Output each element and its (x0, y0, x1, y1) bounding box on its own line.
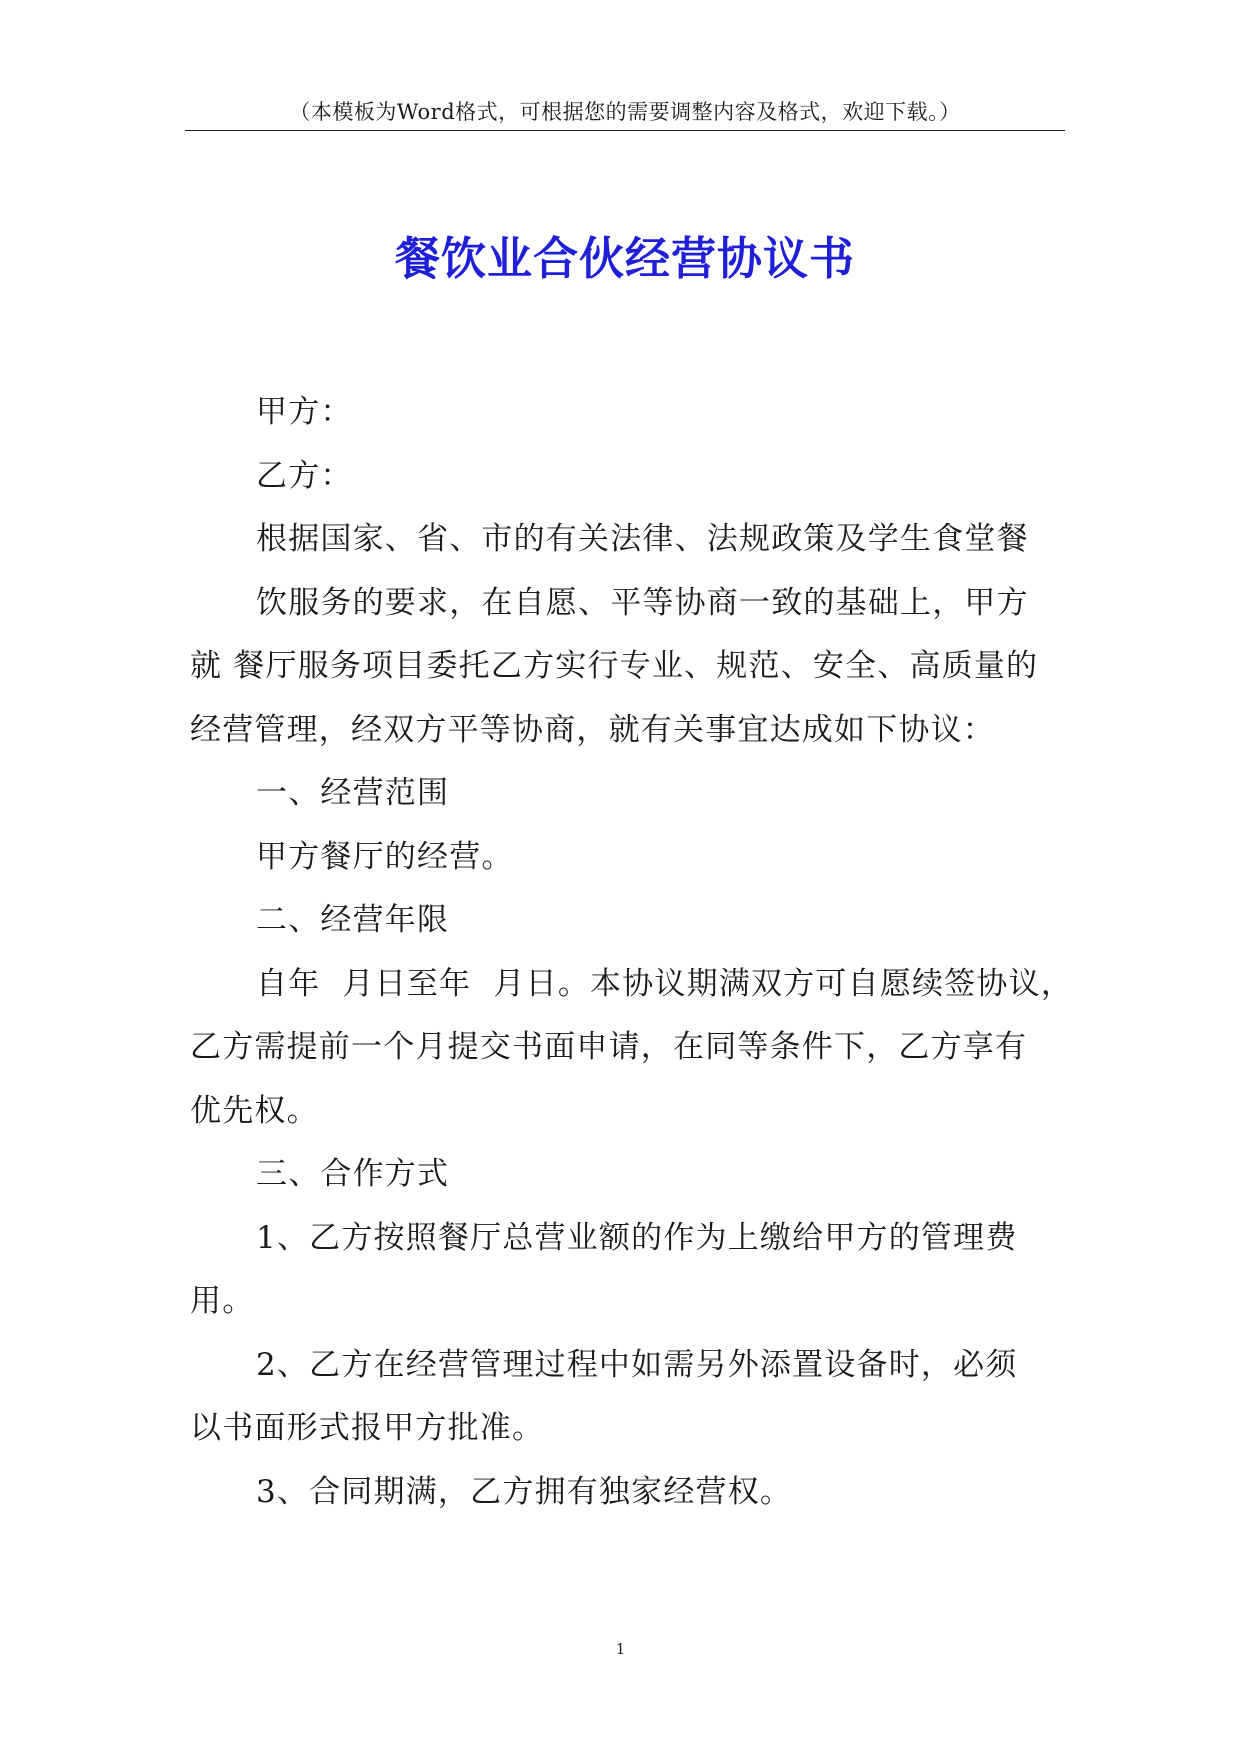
clause-2: 2、乙方在经营管理过程中如需另外添置设备时，必须 (256, 1346, 1018, 1383)
party-b-line: 乙方： (256, 457, 353, 494)
section-heading-cooperation: 三、合作方式 (256, 1156, 450, 1192)
section-heading-term: 二、经营年限 (256, 902, 450, 938)
document-body (190, 392, 1074, 1535)
section-heading-scope: 一、经营范围 (256, 775, 450, 811)
clause-3: 3、合同期满，乙方拥有独家经营权。 (256, 1473, 793, 1510)
template-note: （本模板为Word格式，可根据您的需要调整内容及格式，欢迎下载。） (289, 100, 961, 124)
intro-line: 就 餐厅服务项目委托乙方实行专业、规范、安全、高质量的 (190, 648, 1039, 684)
document-title: 餐饮业合伙经营协议书 (394, 232, 855, 285)
party-a-line: 甲方： (256, 394, 353, 430)
section-text-term: 优先权。 (190, 1092, 319, 1129)
section-text-scope: 甲方餐厅的经营。 (256, 838, 514, 875)
page-number: 1 (615, 1640, 626, 1658)
clause-1: 用。 (190, 1283, 255, 1319)
intro-line: 根据国家、省、市的有关法律、法规政策及学生食堂餐 (256, 521, 1029, 557)
section-text-term: 自年 月日至年 月日。本协议期满双方可自愿续签协议， (256, 965, 1074, 1002)
intro-line: 饮服务的要求，在自愿、平等协商一致的基础上，甲方 (256, 584, 1029, 621)
clause-1: 1、乙方按照餐厅总营业额的作为上缴给甲方的管理费 (256, 1219, 1018, 1256)
section-text-term: 乙方需提前一个月提交书面申请，在同等条件下，乙方享有 (190, 1029, 1028, 1065)
intro-line: 经营管理，经双方平等协商，就有关事宜达成如下协议： (190, 711, 995, 748)
header-divider (185, 130, 1065, 131)
clause-2: 以书面形式报甲方批准。 (190, 1410, 545, 1446)
